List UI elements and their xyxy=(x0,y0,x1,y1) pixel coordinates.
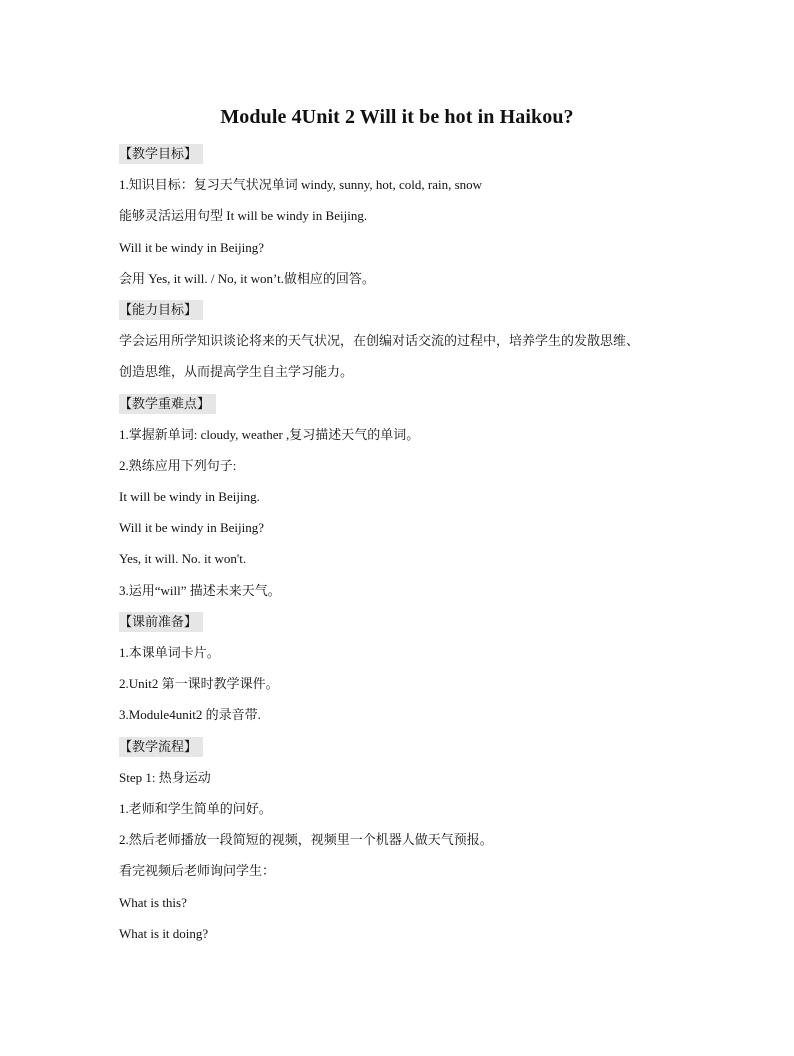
paragraph-line: 能够灵活运用句型 It will be windy in Beijing. xyxy=(119,208,368,224)
paragraph-line: What is this? xyxy=(119,894,187,910)
section-heading-label: 【教学重难点】 xyxy=(119,394,216,414)
paragraph-line: It will be windy in Beijing. xyxy=(119,489,260,505)
section-heading-label: 【教学流程】 xyxy=(119,737,203,757)
paragraph-line: 2.Unit2 第一课时教学课件。 xyxy=(119,676,279,692)
paragraph-line: Step 1: 热身运动 xyxy=(119,769,211,785)
paragraph-line: 1.老师和学生简单的问好。 xyxy=(119,800,272,816)
section-heading-label: 【课前准备】 xyxy=(119,612,203,632)
paragraph-line: Yes, it will. No. it won't. xyxy=(119,551,247,567)
paragraph-line: 1.掌握新单词: cloudy, weather ,复习描述天气的单词。 xyxy=(119,426,420,442)
paragraph-line: Will it be windy in Beijing? xyxy=(119,239,264,255)
page-title: Module 4Unit 2 Will it be hot in Haikou? xyxy=(220,106,574,128)
paragraph-line: 2.然后老师播放一段简短的视频，视频里一个机器人做天气预报。 xyxy=(119,832,493,848)
paragraph-line: 会用 Yes, it will. / No, it won’t.做相应的回答。 xyxy=(119,270,375,286)
section-heading xyxy=(119,143,689,174)
section-heading xyxy=(119,299,689,330)
document-body xyxy=(119,143,689,954)
section-heading xyxy=(119,393,689,424)
section-heading xyxy=(119,736,689,767)
section-heading-label: 【教学目标】 xyxy=(119,144,203,164)
paragraph-line: 1.本课单词卡片。 xyxy=(119,645,220,660)
paragraph-line: 创造思维，从而提高学生自主学习能力。 xyxy=(119,364,354,380)
paragraph-line: 3.运用“will” 描述未来天气。 xyxy=(119,582,281,598)
paragraph-line: What is it doing? xyxy=(119,925,209,941)
paragraph-line: 3.Module4unit2 的录音带. xyxy=(119,707,261,723)
section-heading xyxy=(119,611,689,642)
paragraph-line: 看完视频后老师询问学生： xyxy=(119,863,276,879)
section-heading-label: 【能力目标】 xyxy=(119,300,203,320)
paragraph-line: 2.熟练应用下列句子: xyxy=(119,457,237,473)
paragraph-line: 学会运用所学知识谈论将来的天气状况，在创编对话交流的过程中，培养学生的发散思维、 xyxy=(119,333,640,349)
paragraph-line: Will it be windy in Beijing? xyxy=(119,520,264,536)
paragraph-line: 1.知识目标：复习天气状况单词 windy, sunny, hot, cold, rain, snow xyxy=(119,177,483,193)
